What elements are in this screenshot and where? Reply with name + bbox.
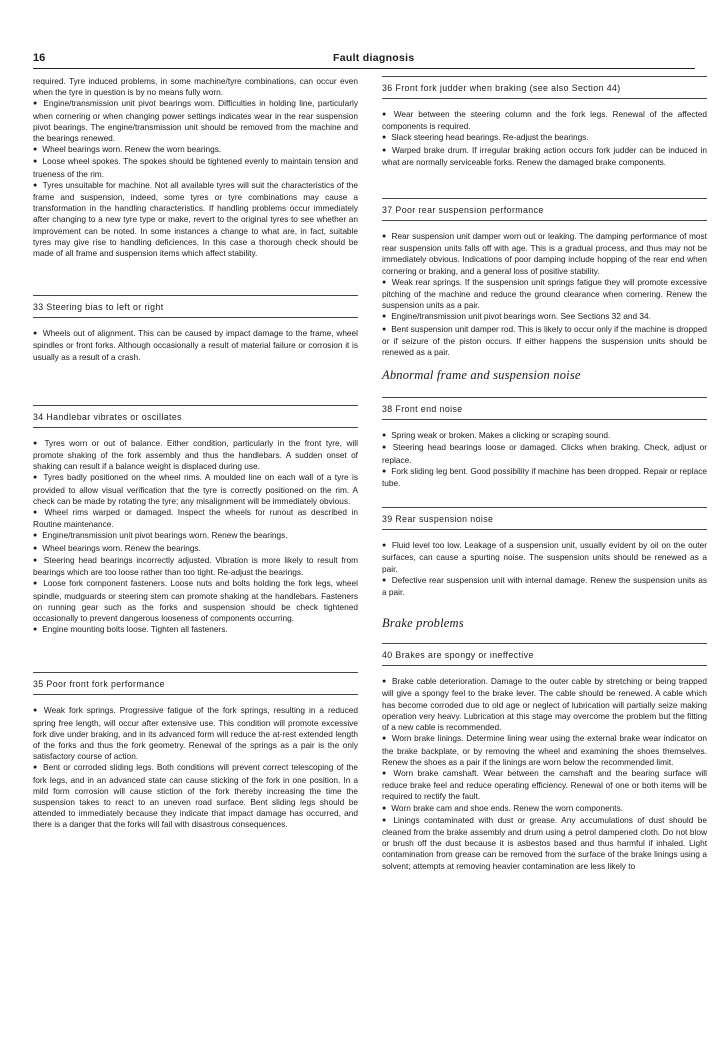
bullet-paragraph: ● Brake cable deterioration. Damage to the outer cable by stretching or being trapped will give a spongy feel to the brake lever. The cable should be renewed. A cable which has become corroded due to old age or neglect of lubrication will partially seize making operation very heavy. Lubrication at this stage may overcome the problem but the fitting of a new cable is recommended. xyxy=(382,676,707,733)
bullet-paragraph: ● Worn brake linings. Determine lining wear using the external brake wear indicator on the brake backplate, or by removing the wheel and examining the shoes themselves. Renew the shoes as a pair if the linings are worn below the recommended limit. xyxy=(382,733,707,768)
section-heading-37: 37 Poor rear suspension performance xyxy=(382,198,707,221)
section-heading-36: 36 Front fork judder when braking (see also Section 44) xyxy=(382,76,707,99)
page-header xyxy=(33,52,695,69)
bullet-paragraph: ● Wheels out of alignment. This can be caused by impact damage to the frame, wheel spindles or front forks. Although occasionally a result of material failure or corrosion it is usually as a result of a crash. xyxy=(33,328,358,363)
section-heading-38: 38 Front end noise xyxy=(382,397,707,420)
bullet-paragraph: ● Fluid level too low. Leakage of a suspension unit, usually evident by oil on the outer surfaces, can cause a spurting noise. The suspension units should be renewed as a pair. xyxy=(382,540,707,575)
bullet-paragraph: ● Tyres worn or out of balance. Either condition, particularly in the front tyre, will promote shaking of the fork assembly and thus the handlebars. A sudden onset of shaking can result if a balance weight is displaced during use. xyxy=(33,438,358,473)
bullet-paragraph: ● Slack steering head bearings. Re-adjust the bearings. xyxy=(382,132,707,144)
group-heading-frame-noise: Abnormal frame and suspension noise xyxy=(382,368,581,383)
section-heading-35: 35 Poor front fork performance xyxy=(33,672,358,695)
bullet-paragraph: ● Linings contaminated with dust or grease. Any accumulations of dust should be cleaned from the brake assembly and drum using a petrol dampened cloth. Do not blow or brush off the dust because it is asbestos based and thus harmful if inhaled. Light contamination from grease can be removed from the surface of the brake linings using a solvent; attempts at removing heavier contamination are less likely to xyxy=(382,815,707,872)
bullet-paragraph: ● Warped brake drum. If irregular braking action occurs fork judder can be induced in what are normally serviceable forks. Renew the damaged brake components. xyxy=(382,145,707,168)
section-heading-33: 33 Steering bias to left or right xyxy=(33,295,358,318)
bullet-paragraph: ● Engine/transmission unit pivot bearings worn. Difficulties in holding line, particularly when cornering or when changing power settings indicates wear in the rear suspension pivot bearings. The engine/transmission unit should be removed from the machine and the bearings renewed. xyxy=(33,98,358,144)
section-heading-40: 40 Brakes are spongy or ineffective xyxy=(382,643,707,666)
bullet-paragraph: ● Bent or corroded sliding legs. Both conditions will prevent correct telescoping of the fork legs, and in an advanced state can cause sticking of the fork in one position. In a mild form corrosion will cause stiction of the fork thereby increasing the time the suspension takes to react to an uneven road surface. Bent sliding legs should be attended to immediately because they indicate that impact damage has occurred, and there is a danger that the forks will fail with disastrous consequences. xyxy=(33,762,358,830)
bullet-paragraph: ● Loose fork component fasteners. Loose nuts and bolts holding the fork legs, wheel spindle, mudguards or steering stem can promote shaking at the handlebars. Fasteners on running gear such as the forks and suspension should be check tightened occasionally to prevent dangerous looseness of components occurring. xyxy=(33,578,358,624)
bullet-paragraph: ● Worn brake cam and shoe ends. Renew the worn components. xyxy=(382,803,707,815)
bullet-paragraph: ● Tyres badly positioned on the wheel rims. A moulded line on each wall of a tyre is provided to allow visual verification that the tyre is correctly positioned on the rim. A check can be made by rotating the tyre; any misalignment will be immediately obvious. xyxy=(33,472,358,507)
bullet-paragraph: ● Steering head bearings incorrectly adjusted. Vibration is more likely to result from bearings which are too loose rather than too tight. Re-adjust the bearings. xyxy=(33,555,358,578)
paragraph: required. Tyre induced problems, in some machine/tyre combinations, can occur even when the tyre in question is by no means fully worn. xyxy=(33,76,358,98)
left-column xyxy=(33,76,358,831)
bullet-paragraph: ● Steering head bearings loose or damaged. Clicks when braking. Check, adjust or replace. xyxy=(382,442,707,465)
section-heading-39: 39 Rear suspension noise xyxy=(382,507,707,530)
bullet-paragraph: ● Weak rear springs. If the suspension unit springs fatigue they will promote excessive pitching of the machine and reduce the ground clearance when cornering. Renew the suspension units as a pair. xyxy=(382,277,707,312)
bullet-paragraph: ● Loose wheel spokes. The spokes should be tightened evenly to maintain tension and trueness of the rim. xyxy=(33,156,358,179)
bullet-paragraph: ● Engine/transmission unit pivot bearings worn. Renew the bearings. xyxy=(33,530,358,542)
bullet-paragraph: ● Fork sliding leg bent. Good possibility if machine has been dropped. Repair or replace tube. xyxy=(382,466,707,489)
bullet-paragraph: ● Defective rear suspension unit with internal damage. Renew the suspension units as a pair. xyxy=(382,575,707,598)
bullet-paragraph: ● Wear between the steering column and the fork legs. Renewal of the affected components is required. xyxy=(382,109,707,132)
bullet-paragraph: ● Engine mounting bolts loose. Tighten all fasteners. xyxy=(33,624,358,636)
bullet-paragraph: ● Tyres unsuitable for machine. Not all available tyres will suit the characteristics of the frame and suspension, indeed, some tyres or tyre combinations may cause a transformation in the handling characteristics. If handling problems occur immediately after changing to a new tyre type or make, revert to the original tyres to see whether an improvement can be noted. In some instances a change to what are, in fact, suitable tyres may give rise to handling deficiences. In this case a thorough check should be made of all frame and suspension items which affect stability. xyxy=(33,180,358,259)
bullet-paragraph: ● Wheel bearings worn. Renew the worn bearings. xyxy=(33,144,358,156)
page-number: 16 xyxy=(33,52,46,64)
bullet-paragraph: ● Wheel rims warped or damaged. Inspect the wheels for runout as described in Routine maintenance. xyxy=(33,507,358,530)
running-title: Fault diagnosis xyxy=(333,52,415,64)
bullet-paragraph: ● Wheel bearings worn. Renew the bearings. xyxy=(33,543,358,555)
bullet-paragraph: ● Weak fork springs. Progressive fatigue of the fork springs, resulting in a reduced spring free length, will occur after extensive use. This condition will promote excessive fork dive under braking, and in its advanced form will reduce the at-rest extended length of the forks and thus the fork geometry. Renewal of the springs as a pair is the only satisfactory course of action. xyxy=(33,705,358,762)
bullet-paragraph: ● Worn brake camshaft. Wear between the camshaft and the bearing surface will reduce brake feel and reduce operating efficiency. Renewal of one or both items will be required to rectify the fault. xyxy=(382,768,707,803)
bullet-paragraph: ● Engine/transmission unit pivot bearings worn. See Sections 32 and 34. xyxy=(382,311,707,323)
group-heading-brake-problems: Brake problems xyxy=(382,616,464,631)
right-column xyxy=(382,76,707,872)
bullet-paragraph: ● Bent suspension unit damper rod. This is likely to occur only if the machine is dropped or if seizure of the piston occurs. If either happens the suspension units should be renewed as a pair. xyxy=(382,324,707,359)
bullet-paragraph: ● Spring weak or broken. Makes a clicking or scraping sound. xyxy=(382,430,707,442)
section-heading-34: 34 Handlebar vibrates or oscillates xyxy=(33,405,358,428)
bullet-paragraph: ● Rear suspension unit damper worn out or leaking. The damping performance of most rear suspension units falls off with age. This is a gradual process, and thus may not be immediately obvious. Indications of poor damping include hopping of the rear end when cornering or braking, and a general loss of positive stability. xyxy=(382,231,707,277)
